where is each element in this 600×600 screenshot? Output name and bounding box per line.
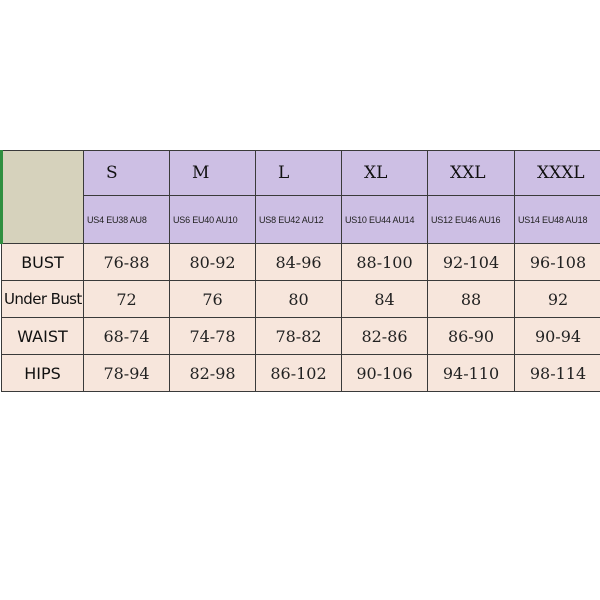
table-cell: 76-88 (84, 244, 170, 281)
table-cell: 86-102 (256, 355, 342, 392)
table-cell: 84-96 (256, 244, 342, 281)
table-cell: 76 (170, 281, 256, 318)
table-cell: 98-114 (515, 355, 600, 392)
table-row-bust (2, 244, 600, 281)
table-cell: 86-90 (428, 318, 515, 355)
table-cell: 90-106 (342, 355, 428, 392)
row-label-bust: BUST (2, 244, 84, 281)
table-cell: 82-86 (342, 318, 428, 355)
size-code-l: US8 EU42 AU12 (256, 196, 342, 244)
size-code-xl: US10 EU44 AU14 (342, 196, 428, 244)
size-code-s: US4 EU38 AU8 (84, 196, 170, 244)
table-cell: 94-110 (428, 355, 515, 392)
size-header-row (2, 151, 600, 196)
table-cell: 88 (428, 281, 515, 318)
size-table (0, 150, 600, 392)
row-label-hips: HIPS (2, 355, 84, 392)
row-label-under-bust: Under Bust (2, 281, 84, 318)
table-row-waist (2, 318, 600, 355)
row-label-waist: WAIST (2, 318, 84, 355)
size-label-s: S (84, 151, 170, 196)
table-cell: 96-108 (515, 244, 600, 281)
size-label-xxl: XXL (428, 151, 515, 196)
size-label-xxxl: XXXL (515, 151, 600, 196)
table-cell: 72 (84, 281, 170, 318)
size-chart (0, 150, 600, 388)
table-row-hips (2, 355, 600, 392)
table-cell: 74-78 (170, 318, 256, 355)
table-row-under-bust (2, 281, 600, 318)
size-code-xxxl: US14 EU48 AU18 (515, 196, 600, 244)
table-cell: 68-74 (84, 318, 170, 355)
size-code-xxl: US12 EU46 AU16 (428, 196, 515, 244)
table-cell: 78-82 (256, 318, 342, 355)
size-code-row (2, 196, 600, 244)
table-cell: 92-104 (428, 244, 515, 281)
size-label-xl: XL (342, 151, 428, 196)
table-cell: 80-92 (170, 244, 256, 281)
size-code-m: US6 EU40 AU10 (170, 196, 256, 244)
table-cell: 90-94 (515, 318, 600, 355)
corner-cell (2, 151, 84, 244)
table-cell: 78-94 (84, 355, 170, 392)
table-cell: 80 (256, 281, 342, 318)
size-label-m: M (170, 151, 256, 196)
table-cell: 92 (515, 281, 600, 318)
table-cell: 82-98 (170, 355, 256, 392)
table-cell: 84 (342, 281, 428, 318)
table-cell: 88-100 (342, 244, 428, 281)
size-label-l: L (256, 151, 342, 196)
